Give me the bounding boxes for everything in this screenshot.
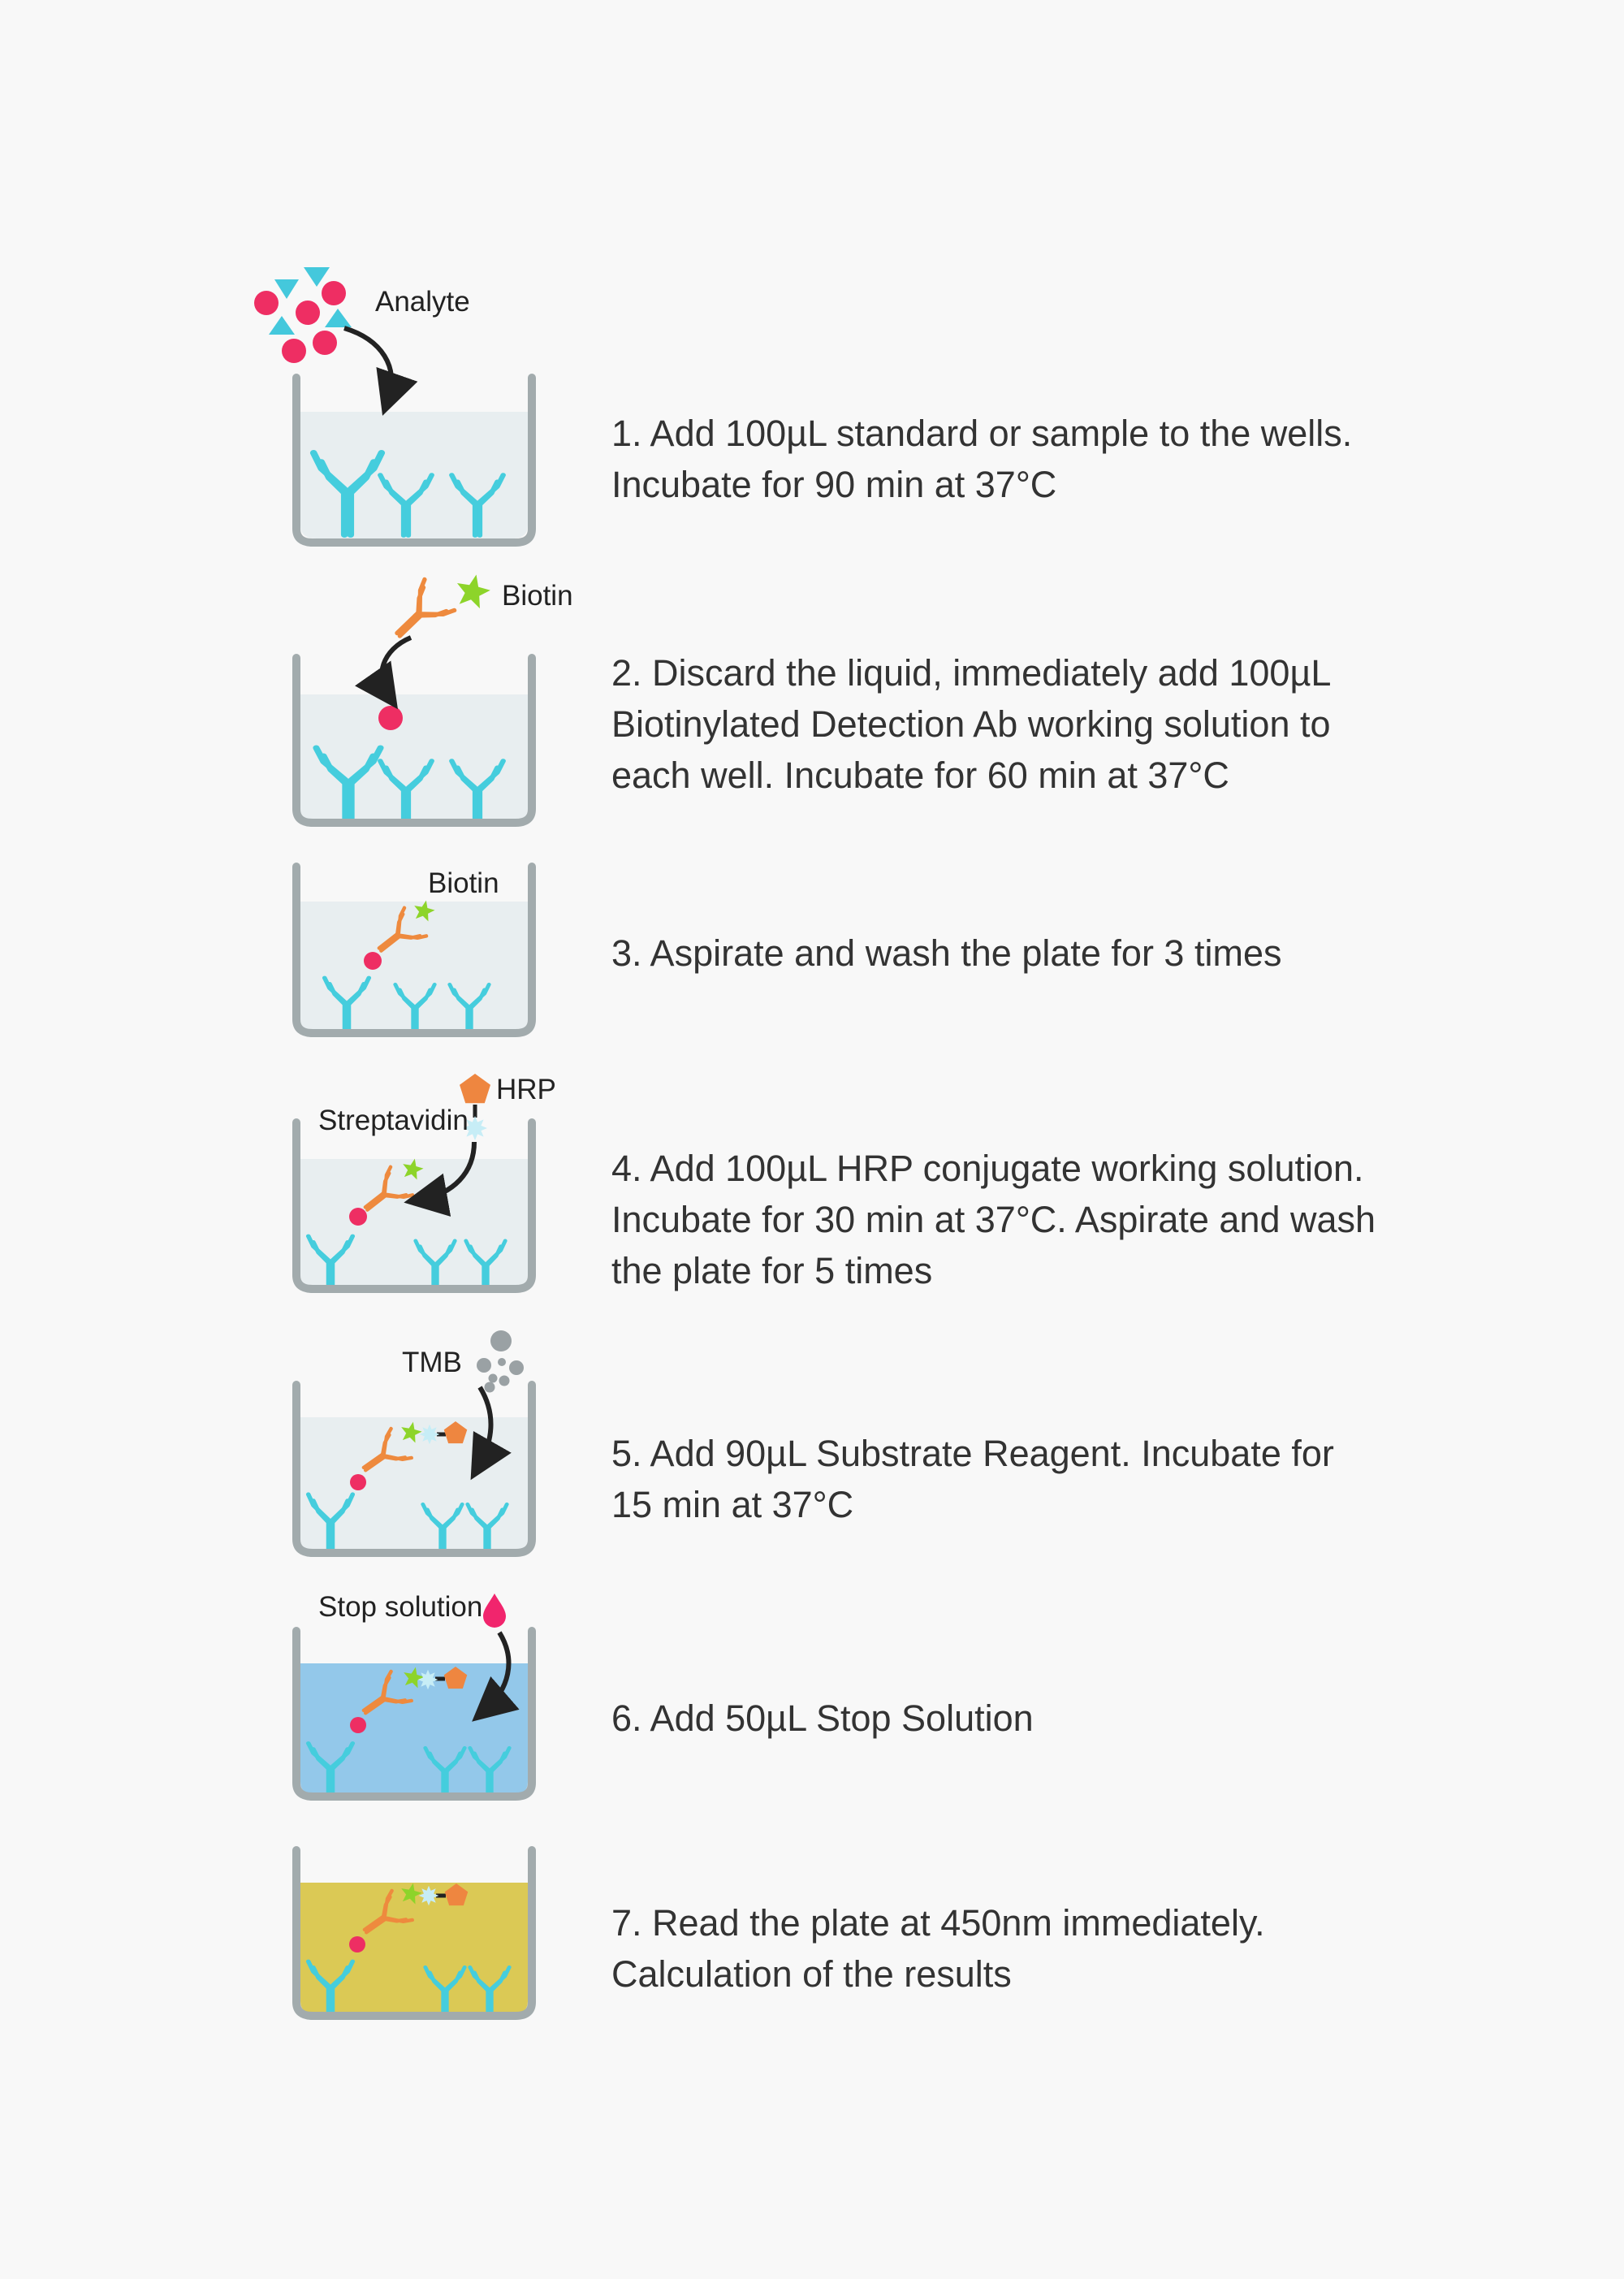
step-text-line: 3. Aspirate and wash the plate for 3 times (611, 932, 1282, 974)
detection-antibody-icon (383, 579, 454, 650)
streptavidin-icon (418, 1670, 438, 1690)
step-text-line: Incubate for 30 min at 37°C. Aspirate and wash (611, 1199, 1376, 1240)
hrp-icon (460, 1074, 490, 1103)
analyte-bound-icon (350, 1717, 366, 1733)
analyte-bound-icon (364, 952, 382, 970)
step2-description (611, 647, 1331, 801)
step3-description (611, 928, 1281, 979)
step3-illustration (227, 861, 568, 1056)
add-analyte-arrow (344, 328, 391, 400)
tmb-label: TMB (402, 1347, 462, 1378)
step-text-line: 5. Add 90µL Substrate Reagent. Incubate for (611, 1433, 1334, 1474)
step7-illustration (227, 1844, 568, 2039)
analyte-cluster-icon (254, 267, 352, 363)
step6-description (611, 1693, 1034, 1744)
hrp-label: HRP (496, 1074, 556, 1105)
streptavidin-icon (420, 1425, 440, 1445)
tmb-substrate-icon (477, 1330, 524, 1393)
biotin-label: Biotin (428, 867, 499, 899)
analyte-bound-icon (350, 1474, 366, 1490)
biotin-icon (453, 571, 493, 610)
stop-solution-drop-icon (483, 1594, 506, 1628)
step1-description (611, 408, 1352, 510)
step-text-line: 6. Add 50µL Stop Solution (611, 1697, 1034, 1739)
stop-solution-label: Stop solution (318, 1591, 483, 1623)
step5-description (611, 1428, 1334, 1530)
streptavidin-icon (419, 1886, 439, 1906)
step-text-line: 15 min at 37°C (611, 1484, 854, 1525)
well-liquid (300, 694, 528, 821)
step-text-line: the plate for 5 times (611, 1250, 933, 1291)
step-text-line: Incubate for 90 min at 37°C (611, 464, 1057, 505)
step7-description (611, 1897, 1265, 2000)
analyte-bound-icon (349, 1208, 367, 1226)
step-text-line: each well. Incubate for 60 min at 37°C (611, 755, 1229, 796)
step5-illustration (227, 1320, 568, 1576)
step-text-line: Biotinylated Detection Ab working solution to (611, 703, 1331, 745)
step-text-line: 1. Add 100µL standard or sample to the wells. (611, 413, 1353, 454)
analyte-bound-icon (349, 1936, 365, 1953)
analyte-bound-icon (378, 706, 403, 730)
well-liquid (300, 412, 528, 538)
biotin-label: Biotin (502, 580, 573, 612)
step-text-line: 7. Read the plate at 450nm immediately. (611, 1902, 1265, 1944)
step-text-line: Calculation of the results (611, 1953, 1012, 1995)
step4-description (611, 1143, 1376, 1296)
step-text-line: 2. Discard the liquid, immediately add 100µL (611, 652, 1332, 694)
add-detection-ab-arrow (382, 638, 411, 695)
analyte-label: Analyte (375, 286, 470, 318)
step-text-line: 4. Add 100µL HRP conjugate working solution. (611, 1148, 1364, 1189)
streptavidin-label: Streptavidin (318, 1105, 469, 1136)
